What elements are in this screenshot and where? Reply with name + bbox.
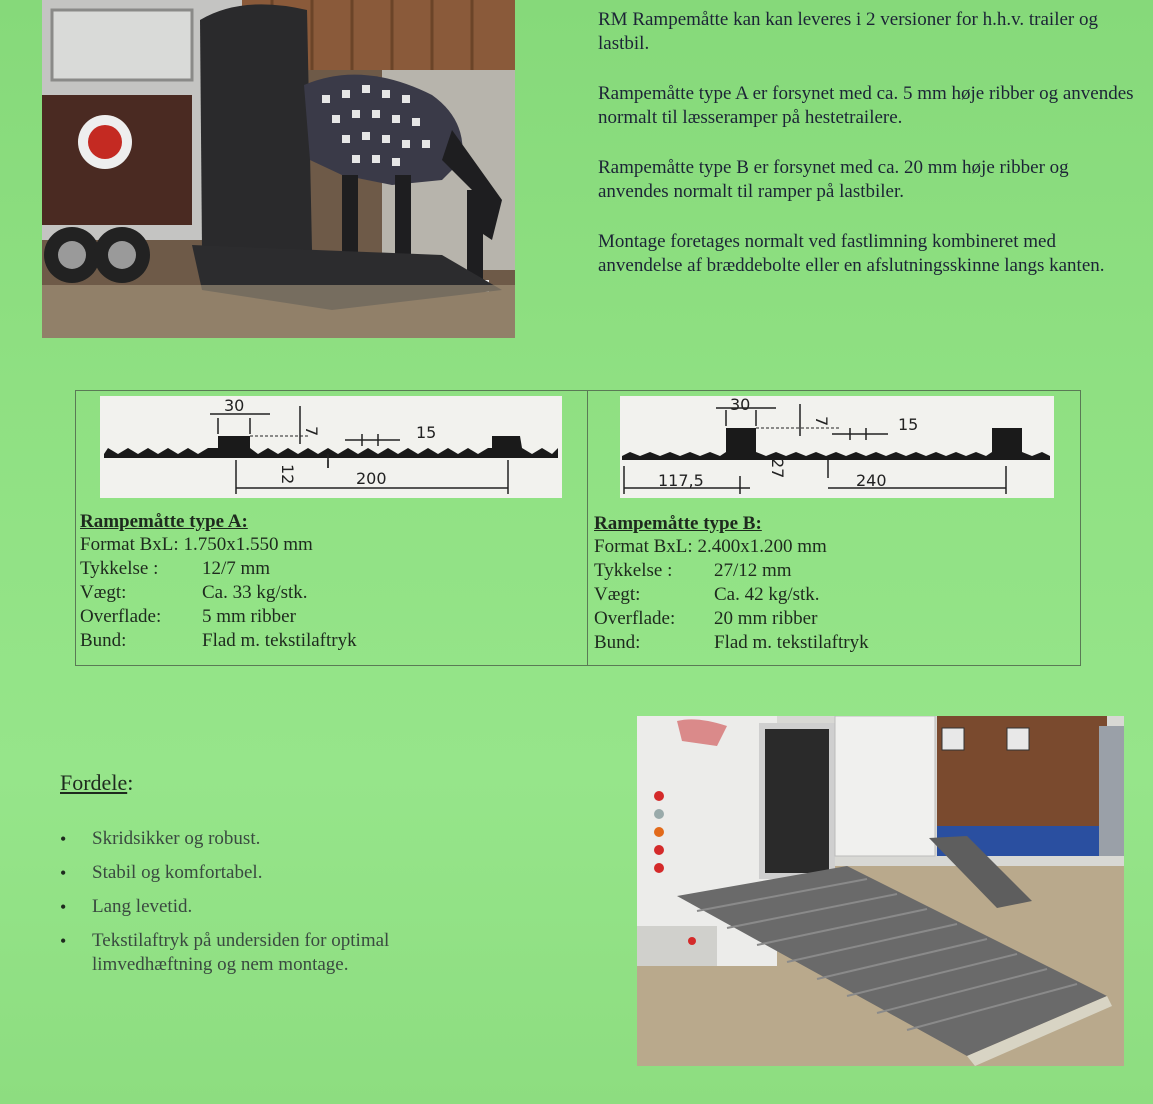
benefits-list <box>60 827 480 987</box>
horse-trailer-photo <box>42 0 515 338</box>
spec-label: Bund: <box>594 632 641 653</box>
list-item: • Stabil og komfortabel. <box>60 861 480 885</box>
spec-label: Bund: <box>80 630 127 651</box>
spec-row <box>594 559 1074 583</box>
truck-ramp-photo <box>637 716 1124 1066</box>
spec-value: Flad m. tekstilaftryk <box>714 632 869 653</box>
list-item: • Tekstilaftryk på undersiden for optimal limvedhæftning og nem montage. <box>60 929 480 977</box>
intro-text <box>598 8 1138 304</box>
spec-value: 27/12 mm <box>714 560 792 581</box>
spec-row <box>594 631 1074 655</box>
spec-label: Tykkelse : <box>80 558 159 579</box>
spec-row <box>80 581 580 605</box>
type-b-dim-rib-gap: 15 <box>898 415 919 434</box>
spec-label: Vægt: <box>80 582 127 603</box>
spec-label: Tykkelse : <box>594 560 673 581</box>
spec-type-a <box>80 511 580 653</box>
spec-value: 2.400x1.200 mm <box>697 536 827 557</box>
spec-row <box>594 607 1074 631</box>
spec-value: Flad m. tekstilaftryk <box>202 630 357 651</box>
spec-type-a-title: Rampemåtte type A: <box>80 511 248 532</box>
spec-row <box>80 557 580 581</box>
fordele-heading <box>60 770 133 796</box>
type-a-dim-pitch: 200 <box>356 469 387 488</box>
spec-label: Format BxL: <box>80 534 179 555</box>
type-a-dim-rib-gap: 15 <box>416 423 437 442</box>
spec-label: Overflade: <box>594 608 676 629</box>
fordele-title: Fordele <box>60 770 128 795</box>
intro-paragraph-4: Montage foretages normalt ved fastlimning kombineret med anvendelse af bræddebolte eller en afslutningsskinne langs kanten. <box>598 231 1105 276</box>
spec-table-divider <box>587 390 588 665</box>
spec-type-b-title: Rampemåtte type B: <box>594 513 762 534</box>
spec-value: 1.750x1.550 mm <box>183 534 313 555</box>
spec-label: Format BxL: <box>594 536 693 557</box>
spec-row <box>80 629 580 653</box>
spec-row <box>80 533 580 557</box>
spec-row <box>594 535 1074 559</box>
type-b-dim-rib-width: 30 <box>730 396 751 414</box>
type-b-dim-height-total: 27 <box>768 458 787 479</box>
fordele-colon: : <box>127 770 134 795</box>
spec-value: Ca. 42 kg/stk. <box>714 584 820 605</box>
type-a-dim-rib-width: 30 <box>224 396 245 415</box>
spec-value: 20 mm ribber <box>714 608 818 629</box>
spec-type-b <box>594 513 1074 655</box>
spec-row <box>80 605 580 629</box>
spec-value: Ca. 33 kg/stk. <box>202 582 308 603</box>
spec-row <box>594 583 1074 607</box>
list-item: • Lang levetid. <box>60 895 480 919</box>
intro-paragraph-1: RM Rampemåtte kan kan leveres i 2 versioner for h.h.v. trailer og lastbil. <box>598 9 1099 54</box>
profile-diagram-type-b <box>620 396 1054 498</box>
type-b-dim-offset: 117,5 <box>658 471 704 490</box>
intro-paragraph-3: Rampemåtte type B er forsynet med ca. 20 mm høje ribber og anvendes normalt til ramper på lastbiler. <box>598 157 1069 202</box>
spec-value: 12/7 mm <box>202 558 271 579</box>
intro-paragraph-2: Rampemåtte type A er forsynet med ca. 5 mm høje ribber og anvendes normalt til læsseramper på hestetrailere. <box>598 83 1134 128</box>
spec-value: 5 mm ribber <box>202 606 296 627</box>
type-b-dim-pitch: 240 <box>856 471 887 490</box>
type-a-dim-height-top: 7 <box>302 426 321 437</box>
spec-label: Vægt: <box>594 584 641 605</box>
spec-label: Overflade: <box>80 606 162 627</box>
type-a-dim-height-total: 12 <box>278 464 297 485</box>
type-b-dim-height-top: 7 <box>812 416 831 427</box>
profile-diagram-type-a <box>100 396 562 498</box>
list-item: • Skridsikker og robust. <box>60 827 480 851</box>
